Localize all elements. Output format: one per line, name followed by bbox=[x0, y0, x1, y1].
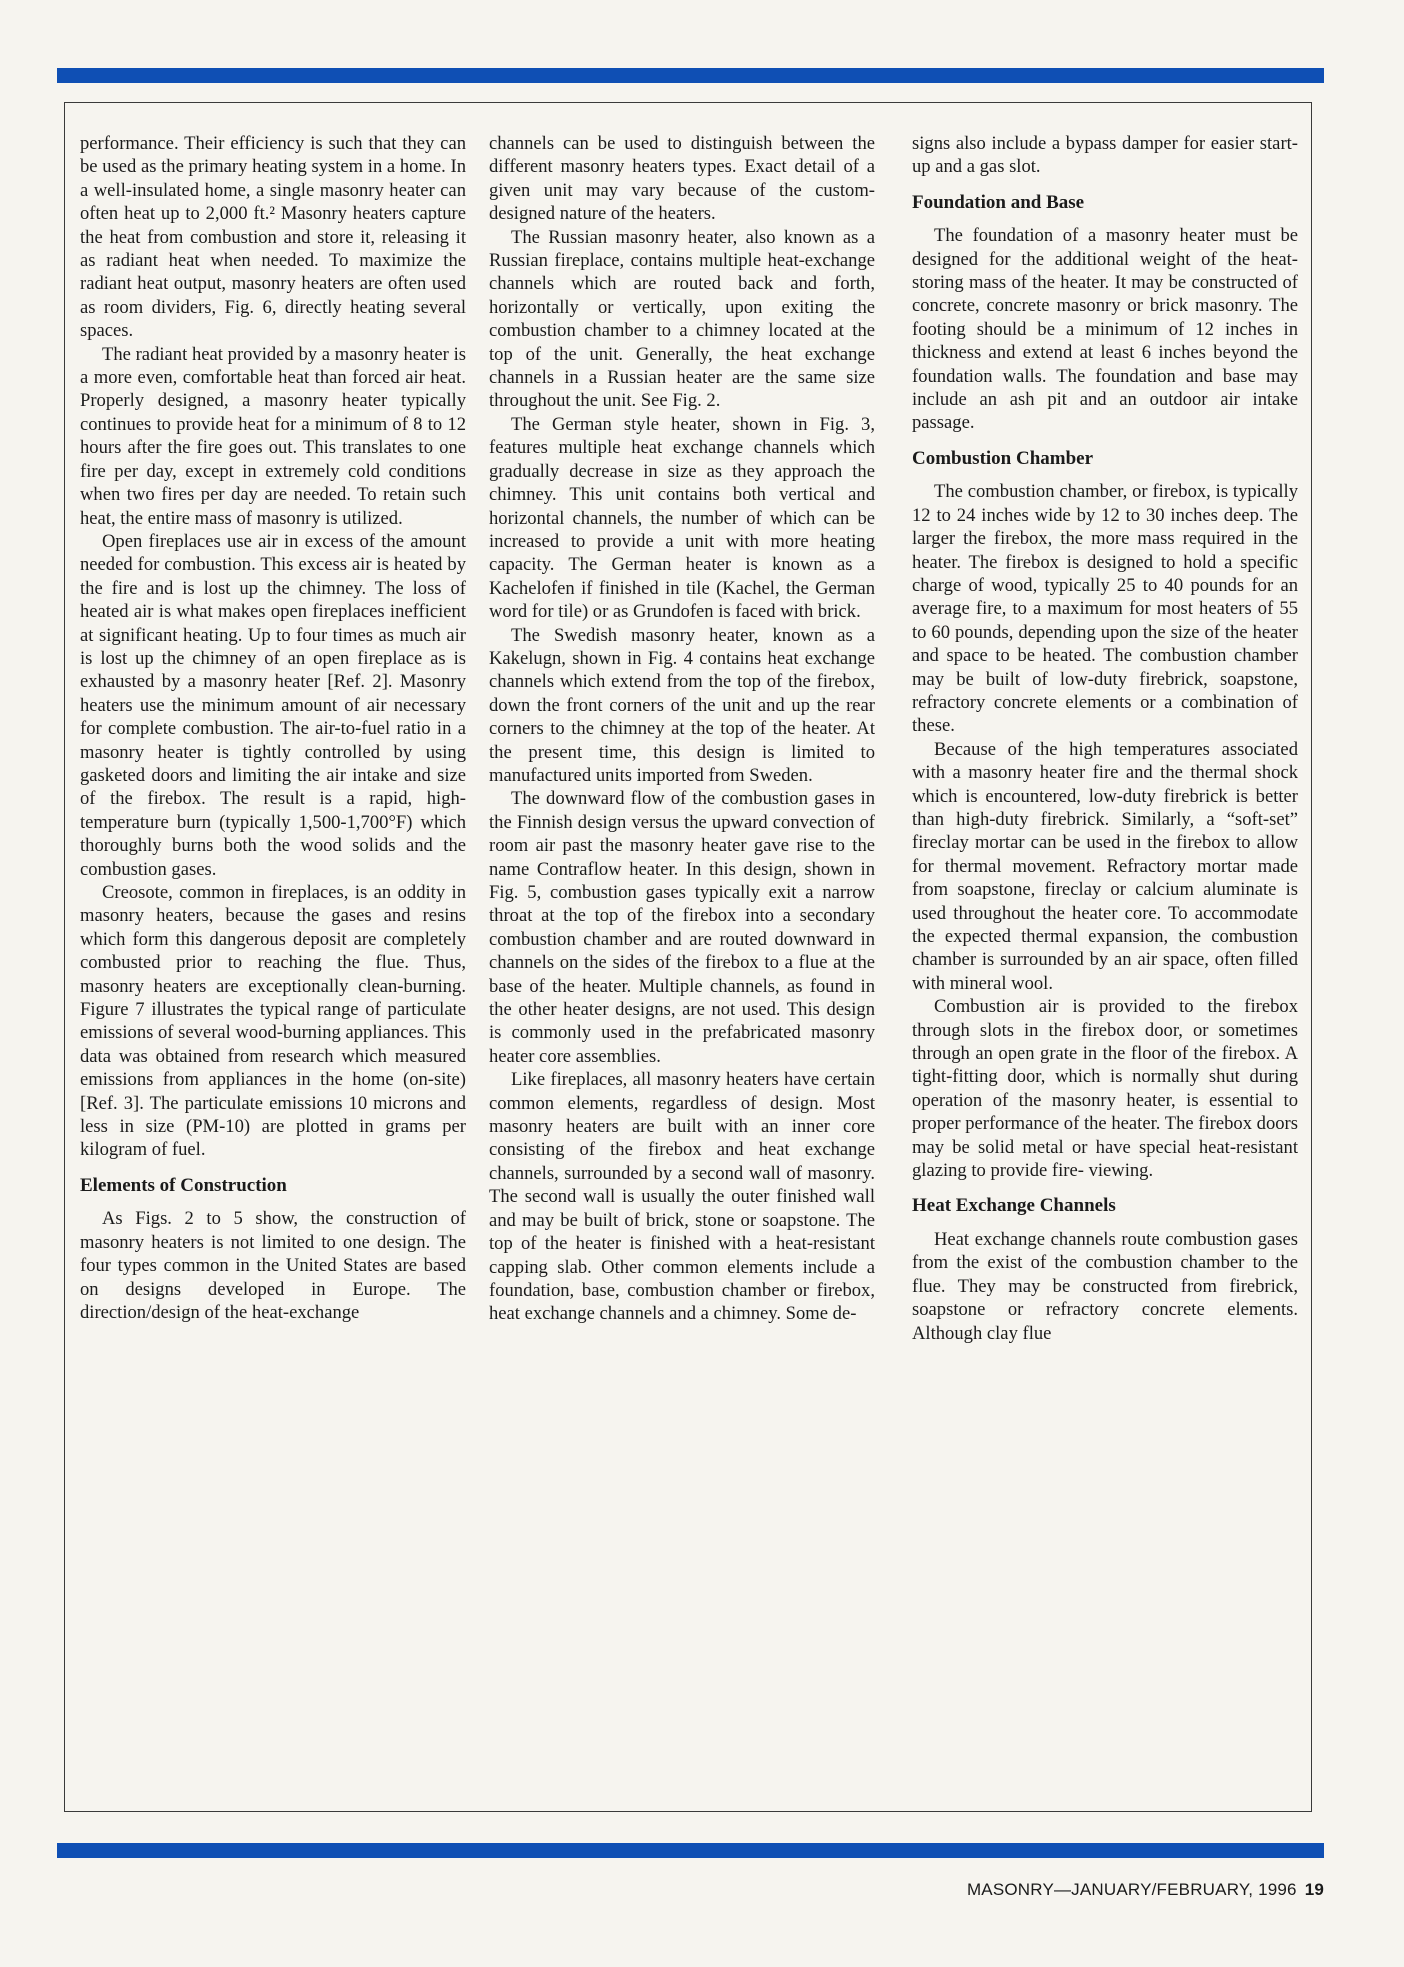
body-paragraph: As Figs. 2 to 5 show, the construction of masonry heaters is not limited to one design. The four types common in the United States are based on designs developed in Europe. The direction/design of the heat-exchange bbox=[80, 1208, 466, 1323]
body-paragraph: Heat exchange channels route combustion gases from the exist of the combustion chamber to the flue. They may be constructed from firebrick, soapstone or refractory concrete elements. Although clay flue bbox=[912, 1228, 1298, 1344]
body-paragraph: Combustion air is provided to the firebox through slots in the firebox door, or sometimes through an open grate in the floor of the firebox. A tight-fitting door, which is normally shut during operation of the masonry heater, is essential to proper performance of the heater. The firebox doors may be solid metal or have special heat-resistant glazing to provide fire- viewing. bbox=[912, 996, 1298, 1182]
body-paragraph: The German style heater, shown in Fig. 3, features multiple heat exchange channels which gradually decrease in size as they approach the chimney. This unit contains both vertical and horizontal channels, the number of which can be increased to provide a unit with more heating capacity. The German heater is known as a Kachelofen if finished in tile (Kachel, the German word for tile) or as Grundofen is faced with brick. bbox=[489, 413, 875, 623]
body-paragraph: Open fireplaces use air in excess of the amount needed for combustion. This excess air is heated by the fire and is lost up the chimney. The loss of heated air is what makes open fireplaces inefficient at significant heating. Up to four times as much air is lost up the chimney of an open fireplace as is exhausted by a masonry heater [Ref. 2]. Masonry heaters use the minimum amount of air necessary for complete combustion. The air-to-fuel ratio in a masonry heater is tightly controlled by using gasketed doors and limiting the air intake and size of the firebox. The result is a rapid, high-temperature burn (typically 1,500-1,700°F) which thoroughly burns both the wood solids and the combustion gases. bbox=[80, 530, 466, 880]
body-paragraph: The combustion chamber, or firebox, is typically 12 to 24 inches wide by 12 to 30 inches deep. The larger the firebox, the more mass required in the heater. The firebox is designed to hold a specific charge of wood, typically 25 to 40 pounds for an average fire, to a maximum for most heaters of 55 to 60 pounds, depending upon the size of the heater and space to be heated. The combustion chamber may be built of low-duty firebrick, soapstone, refractory concrete elements or a combination of these. bbox=[912, 481, 1298, 737]
section-heading: Elements of Construction bbox=[80, 1174, 287, 1196]
page-footer bbox=[967, 1880, 1324, 1900]
column-2 bbox=[489, 132, 875, 1326]
body-paragraph: channels can be used to distinguish between the different masonry heaters types. Exact detail of a given unit may vary because of the custom-designed nature of the heaters. bbox=[489, 133, 875, 225]
column-1 bbox=[80, 132, 466, 1324]
body-paragraph: Like fireplaces, all masonry heaters have certain common elements, regardless of design. Most masonry heaters are built with an inner core consisting of the firebox and heat exchange channels, surrounded by a second wall of masonry. The second wall is usually the outer finished wall and may be built of brick, stone or soapstone. The top of the heater is finished with a heat-resistant capping slab. Other common elements include a foundation, base, combustion chamber or firebox, heat exchange channels and a chimney. Some de- bbox=[489, 1069, 875, 1325]
body-paragraph: The foundation of a masonry heater must be designed for the additional weight of the heat-storing mass of the heater. It may be constructed of concrete, concrete masonry or brick masonry. The footing should be a minimum of 12 inches in thickness and extend at least 6 inches beyond the foundation walls. The foundation and base may include an ash pit and an outdoor air intake passage. bbox=[912, 225, 1298, 434]
bottom-rule-bar bbox=[57, 1843, 1324, 1858]
section-heading: Foundation and Base bbox=[912, 191, 1085, 213]
body-paragraph: signs also include a bypass damper for easier start-up and a gas slot. bbox=[912, 133, 1298, 178]
section-heading: Combustion Chamber bbox=[912, 447, 1094, 469]
body-paragraph: The downward flow of the combustion gases in the Finnish design versus the upward convection of room air past the masonry heater gave rise to the name Contraflow heater. In this design, shown in Fig. 5, combustion gases typically exit a narrow throat at the top of the firebox into a secondary combustion chamber and are routed downward in channels on the sides of the firebox to a flue at the base of the heater. Multiple channels, as found in the other heater designs, are not used. This design is commonly used in the prefabricated masonry heater core assemblies. bbox=[489, 788, 875, 1067]
body-paragraph: The Russian masonry heater, also known as a Russian fireplace, contains multiple heat-exchange channels which are routed back and forth, horizontally or vertically, upon exiting the combustion chamber to a chimney located at the top of the unit. Generally, the heat exchange channels in a Russian heater are the same size throughout the unit. See Fig. 2. bbox=[489, 226, 875, 412]
body-paragraph: performance. Their efficiency is such that they can be used as the primary heating system in a home. In a well-insulated home, a single masonry heater can often heat up to 2,000 ft.² Masonry heaters capture the heat from combustion and store it, releasing it as radiant heat when needed. To maximize the radiant heat output, masonry heaters are often used as room dividers, Fig. 6, directly heating several spaces. bbox=[80, 133, 466, 342]
body-paragraph: The Swedish masonry heater, known as a Kakelugn, shown in Fig. 4 contains heat exchange channels which extend from the top of the firebox, down the front corners of the unit and up the rear corners to the chimney at the top of the heater. At the present time, this design is limited to manufactured units imported from Sweden. bbox=[489, 624, 875, 786]
body-paragraph: Because of the high temperatures associated with a masonry heater fire and the thermal shock which is encountered, low-duty firebrick is better than high-duty firebrick. Similarly, a “soft-set” fireclay mortar can be used in the firebox to allow for thermal movement. Refractory mortar made from soapstone, fireclay or calcium aluminate is used throughout the heater core. To accommodate the expected thermal expansion, the combustion chamber is surrounded by an air space, often filled with mineral wool. bbox=[912, 738, 1298, 994]
body-paragraph: The radiant heat provided by a masonry heater is a more even, comfortable heat than forced air heat. Properly designed, a masonry heater typically continues to provide heat for a minimum of 8 to 12 hours after the fire goes out. This translates to one fire per day, except in extremely cold conditions when two fires per day are needed. To retain such heat, the entire mass of masonry is utilized. bbox=[80, 343, 466, 529]
publication-line: MASONRY—JANUARY/FEBRUARY, 1996 bbox=[966, 1880, 1297, 1899]
column-3 bbox=[912, 132, 1298, 1345]
page-number: 19 bbox=[1304, 1880, 1324, 1899]
top-rule-bar bbox=[57, 68, 1324, 83]
body-paragraph: Creosote, common in fireplaces, is an oddity in masonry heaters, because the gases and resins which form this dangerous deposit are completely combusted prior to reaching the flue. Thus, masonry heaters are exceptionally clean-burning. Figure 7 illustrates the typical range of particulate emissions of several wood-burning appliances. This data was obtained from research which measured emissions from appliances in the home (on-site) [Ref. 3]. The particulate emissions 10 microns and less in size (PM-10) are plotted in grams per kilogram of fuel. bbox=[80, 882, 466, 1161]
section-heading: Heat Exchange Channels bbox=[912, 1195, 1116, 1217]
